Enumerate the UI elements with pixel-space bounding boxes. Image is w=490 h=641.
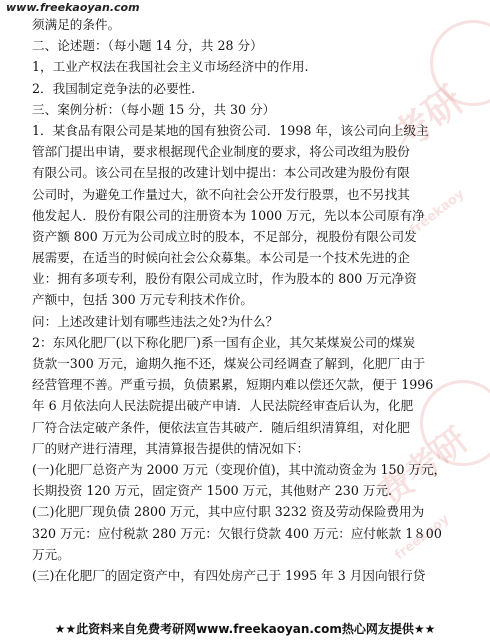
text-line: 1．某食品有限公司是某地的国有独资公司．1998 年，该公司向上级主 (32, 122, 429, 138)
header-url: www.freekaoyan.com (6, 1, 140, 14)
question-line: 问：上述改建计划有哪些违法之处?为什么？ (32, 313, 279, 329)
text-line: 320 万元：应付税款 280 万元：欠银行贷款 400 万元：应付帐款 1８00 (32, 525, 442, 541)
text-line: 长期投资 120 万元，固定资产 1500 万元，其他财产 230 万元. (32, 483, 393, 499)
question-line: 1，工业产权法在我国社会主义市场经济中的作用. (32, 59, 309, 75)
text-line: 展需要，在适当的时候向社会公众募集。本公司是一个技术先进的企 (32, 250, 410, 266)
text-line: 业：拥有多项专利，股份有限公司成立时，作为股本的 800 万元净资 (32, 271, 417, 287)
watermark-text: freekaoy (392, 511, 453, 564)
text-line: 货款一300 万元，逾期久拖不还，煤炭公司经调查了解到，化肥厂由于 (32, 356, 426, 371)
footer-notice: ★★此资料来自免费考研网www.freekaoyan.com热心网友提供★★ (54, 622, 436, 636)
section-heading: 二、论述题：（每小题 14 分，共 28 分） (32, 38, 263, 54)
text-line: (三)在化肥厂的固定资产中，有四处房产己于 1995 年 3 月因向银行贷 (32, 567, 426, 583)
text-line: 经营管理不善。严重亏损，负债累累，短期内难以偿还欠款，便于 1996 (32, 377, 434, 393)
text-line: 资产额 800 万元为公司成立时的股本，不足部分，视股份有限公司发 (32, 228, 417, 244)
text-line: 2：东风化肥厂(以下称化肥厂)系一国有企业，其欠某煤炭公司的煤炭 (32, 334, 416, 350)
watermark-text: freekaoy (407, 186, 468, 239)
text-line: 厂的财产进行清理，其清算报告提供的情况如下： (32, 440, 310, 456)
text-line: 年 6 月依法向人民法院提出破产申请．人民法院经审查后认为，化肥 (32, 398, 414, 414)
watermark-text: 费考研 (370, 420, 476, 515)
text-line: 产额中，包括 300 万元专利技术作价。 (32, 292, 253, 308)
document-body (32, 14, 484, 586)
text-line: 须满足的条件。 (32, 17, 121, 32)
text-line: 管部门提出申请，要求根据现代企业制度的要求，将公司改组为股份 (32, 144, 410, 160)
text-line: 有限公司。该公司在呈报的改建计划中提出：本公司改建为股份有限 (32, 165, 410, 181)
text-line: 厂符合法定破产条件，便依法宣告其破产．随后组织清算组，对化肥 (32, 419, 410, 435)
text-line: 他发起人．股份有限公司的注册资本为 1000 万元，先以本公司原有净 (32, 207, 425, 223)
watermark-text: 考研 (384, 77, 472, 159)
question-line: 2．我国制定竞争法的必要性. (32, 80, 196, 96)
text-line: 公司时，为避免工作量过大，欲不向社会公开发行股票，也不另找其 (32, 186, 410, 202)
text-line: (一)化肥厂总资产为 2000 万元（变现价值)，其中流动资金为 150 万元， (32, 461, 447, 477)
text-line: (二)化肥厂现负债 2800 万元，其中应付职 3232 资及劳动保险费用为 (32, 504, 425, 520)
section-heading: 三、案例分析：（每小题 15 分，共 30 分） (32, 101, 276, 117)
text-line: 万元。 (32, 546, 70, 562)
